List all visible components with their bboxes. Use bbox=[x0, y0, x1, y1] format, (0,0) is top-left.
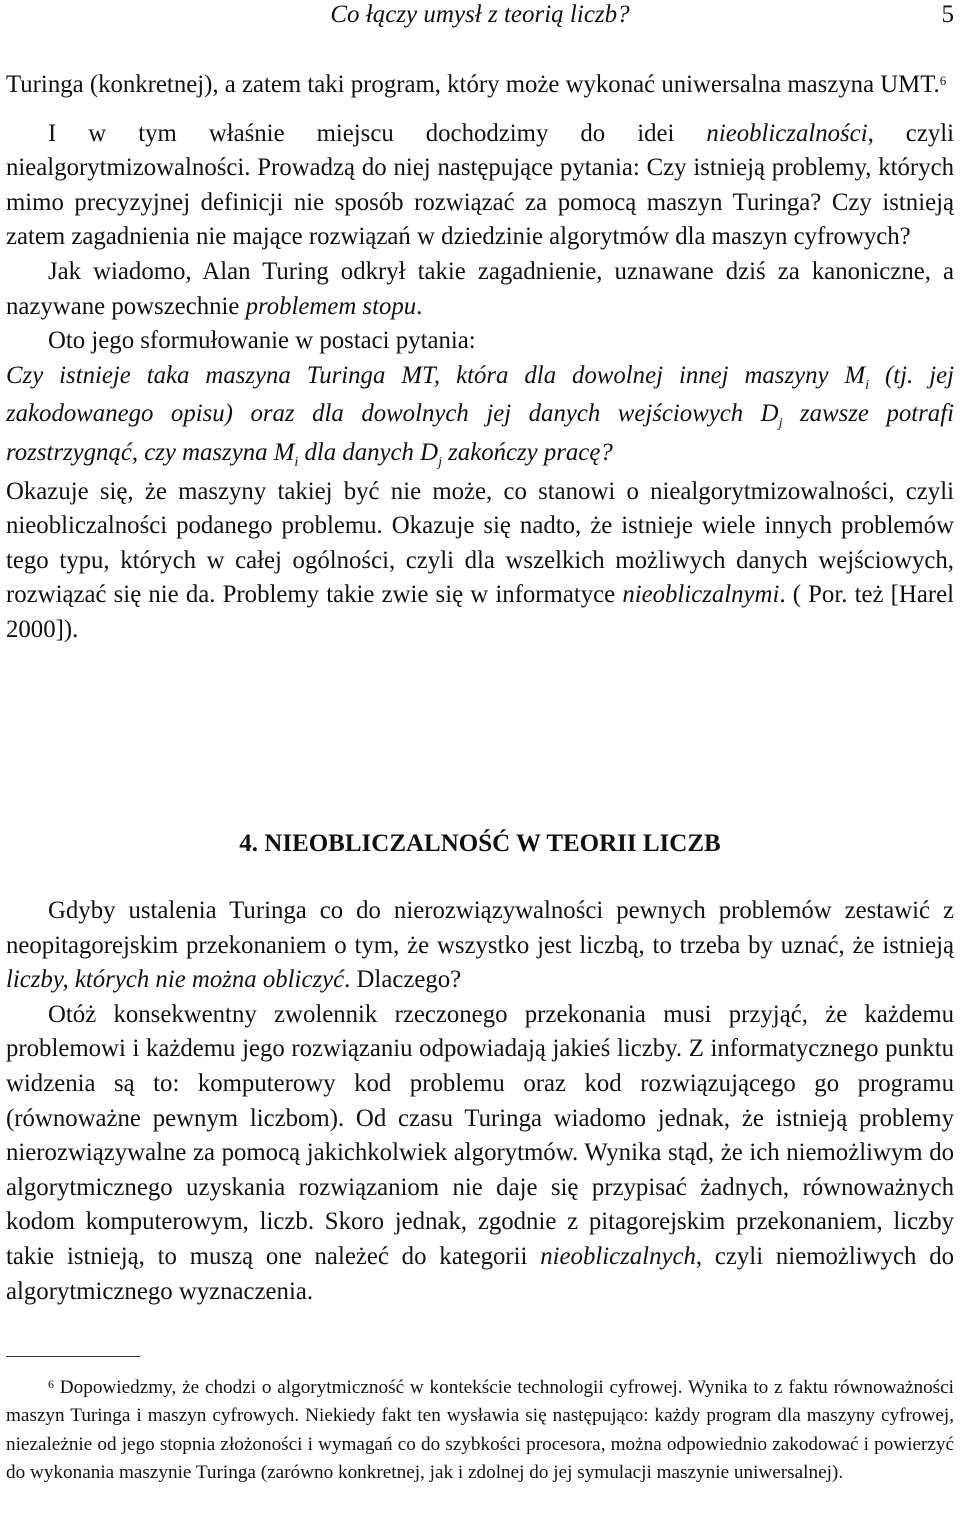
page-number: 5 bbox=[941, 1, 954, 28]
paragraph-2: I w tym właśnie miejscu dochodzimy do idei nieobliczalności, czyli niealgorytmizowalności. Prowadzą do niej następujące pytania: Czy istnieją problemy, których mimo precyzyjnej definicji nie sposób rozwiązać za pomocą maszyn Turinga? Czy istnieją zatem zagadnienia nie mające rozwiązań w dziedzinie algorytmów dla maszyn cyfrowych? bbox=[6, 119, 954, 251]
paragraph-5: Okazuje się, że maszyny takiej być nie może, co stanowi o niealgorytmizowalności, czyli nieobliczalności podanego problemu. Okazuje się nadto, że istnieje wiele innych problemów tego typu, których w całej ogólności, czyli dla wszelkich możliwych danych wejściowych, rozwiązać się nie da. Problemy takie zwie się w informatyce nieobliczalnymi. ( Por. też [Harel 2000]). bbox=[6, 477, 954, 643]
section-paragraph-1: Gdyby ustalenia Turinga co do nierozwiązywalności pewnych problemów zestawić z neopitagorejskim przekonaniem o tym, że wszystko jest liczbą, to trzeba by uznać, że istnieją liczby, których nie można obliczyć. Dlaczego? bbox=[6, 897, 954, 994]
paragraph-1: Turinga (konkretnej), a zatem taki program, który może wykonać uniwersalna maszyna UMT.$^6$ bbox=[6, 71, 947, 98]
footnote-ref[interactable]: 6 bbox=[939, 73, 947, 88]
section-body bbox=[6, 894, 954, 1309]
section-paragraph-2: Otóż konsekwentny zwolennik rzeczonego przekonania musi przyjąć, że każdemu problemowi i każdemu jego rozwiązaniu odpowiadają jakieś liczby. Z informatycznego punktu widzenia są to: komputerowy kod problemu oraz kod rozwiązującego go programu (równoważne pewnym liczbom). Od czasu Turinga wiadomo jednak, że istnieją problemy nierozwiązywalne za pomocą jakichkolwiek algorytmów. Wynika stąd, że ich niemożliwym do algorytmicznego uzyskania rozwiązaniom nie daje się przypisać żadnych, równoważnych kodom komputerowym, liczb. Skoro jednak, zgodnie z pitagorejskim przekonaniem, liczby takie istnieją, to muszą one należeć do kategorii nieobliczalnych, czyli niemożliwych do algorytmicznego wyznaczenia. bbox=[6, 1000, 954, 1305]
footnote bbox=[6, 1374, 954, 1488]
running-title: Co łączy umysł z teorią liczb? bbox=[330, 1, 630, 28]
body-text bbox=[6, 68, 954, 648]
section-heading: 4. NIEOBLICZALNOŚĆ W TEORII LICZB bbox=[239, 830, 721, 857]
footnote-number: 6 bbox=[48, 1377, 54, 1391]
emphasis: liczby, których nie można obliczyć bbox=[6, 966, 345, 994]
footnote-text: $^6$ Dopowiedzmy, że chodzi o algorytmiczność w kontekście technologii cyfrowej. Wynika to z faktu równoważności maszyn Turinga i maszyn cyfrowych. Niekiedy fakt ten wysławia się następująco: każdy program dla maszyny cyfrowej, niezależnie od jego stopnia złożoności i wymagań co do szybkości procesora, można odpowiednio zakodować i powierzyć do wykonania maszynie Turinga (zarówno konkretnej, jak i zdolnej do jej symulacji maszynie uniwersalnej). bbox=[6, 1377, 954, 1484]
footnote-divider bbox=[6, 1356, 140, 1357]
block-quote: Czy istnieje taka maszyna Turinga MT, która dla dowolnej innej maszyny $M_i$ (tj. jej zakodowanego opisu) oraz dla dowolnych jej danych wejściowych $D_j$ zawsze potrafi rozstrzygnąć, czy maszyna $M_i$ dla danych $D_j$ zakończy pracę? bbox=[6, 361, 955, 470]
paragraph-4: Oto jego sformułowanie w postaci pytania: bbox=[48, 327, 476, 355]
paragraph-3: Jak wiadomo, Alan Turing odkrył takie zagadnienie, uznawane dziś za kanoniczne, a nazywane powszechnie problemem stopu. bbox=[6, 257, 954, 320]
emphasis: nieobliczalności bbox=[706, 119, 868, 147]
emphasis: problemem stopu bbox=[245, 292, 417, 320]
emphasis: nieobliczalnych bbox=[540, 1242, 696, 1270]
emphasis: nieobliczalnymi bbox=[622, 581, 780, 609]
page-header bbox=[6, 0, 954, 34]
